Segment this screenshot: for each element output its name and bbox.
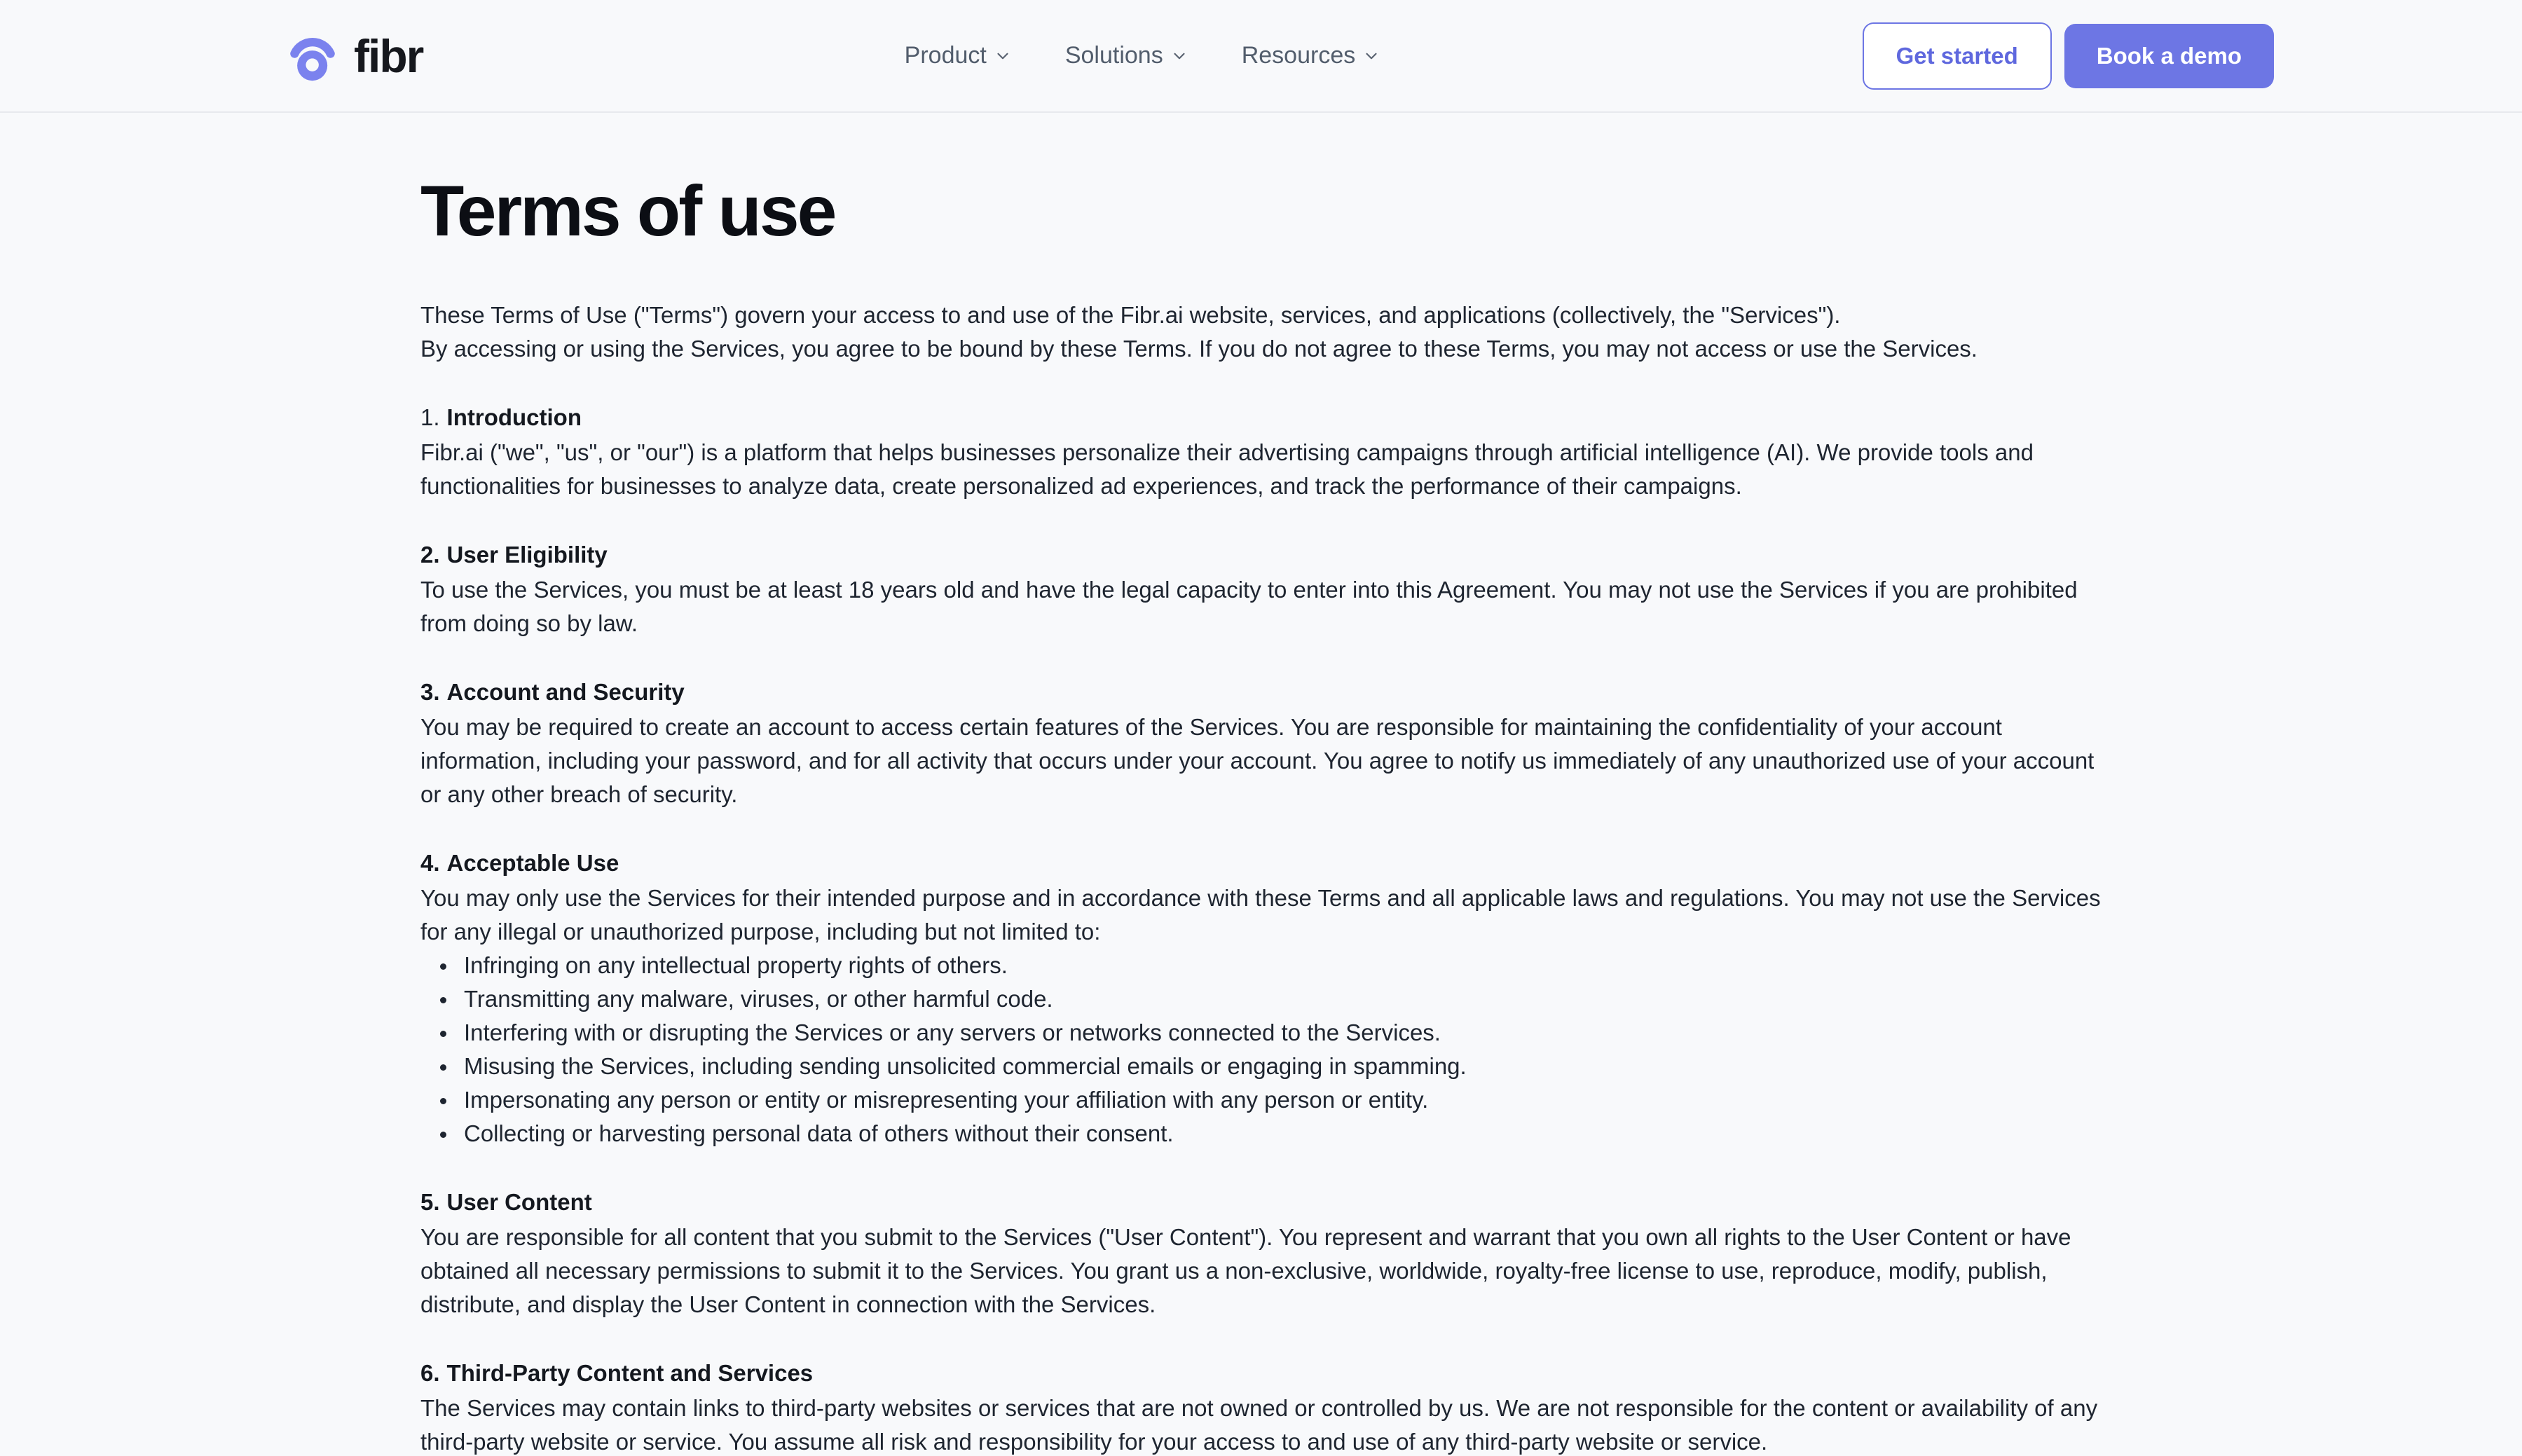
section-body: You may only use the Services for their intended purpose and in accordance with these Terms and all applicable laws and regulations. You may not use the Services for any illegal or unauthorized purpose, including but not limited to:	[420, 885, 2101, 945]
brand-name: fibr	[354, 29, 423, 82]
acceptable-use-list	[420, 949, 2105, 1151]
intro-line-1: These Terms of Use ("Terms") govern your access to and use of the Fibr.ai website, services, and applications (collectively, the "Services").	[420, 302, 1841, 328]
intro-paragraph	[420, 298, 2105, 366]
section-number: 5.	[420, 1189, 440, 1215]
site-header	[0, 0, 2522, 113]
nav-item-label: Resources	[1241, 42, 1356, 69]
section-title: Third-Party Content and Services	[446, 1360, 814, 1386]
bullet-item: Transmitting any malware, viruses, or other harmful code.	[420, 982, 2105, 1016]
section-number: 6.	[420, 1360, 440, 1386]
book-demo-button[interactable]: Book a demo	[2064, 24, 2274, 88]
section-user-content	[420, 1186, 2105, 1321]
section-body: Fibr.ai ("we", "us", or "our") is a platform that helps businesses personalize their advertising campaigns through artificial intelligence (AI). We provide tools and functionalities for businesses to analyze data, create personalized ad experiences, and track the performance of their campaigns.	[420, 439, 2034, 499]
section-user-eligibility	[420, 538, 2105, 640]
get-started-button[interactable]: Get started	[1863, 22, 2052, 90]
section-introduction	[420, 401, 2105, 503]
section-heading	[420, 1357, 2105, 1390]
page-title: Terms of use	[420, 171, 835, 251]
section-number: 4.	[420, 850, 440, 876]
section-title: User Eligibility	[446, 542, 608, 568]
chevron-down-icon	[994, 47, 1012, 65]
section-title: Account and Security	[446, 679, 685, 705]
chevron-down-icon	[1170, 47, 1188, 65]
nav-item-solutions[interactable]	[1065, 42, 1188, 69]
bullet-item: Infringing on any intellectual property rights of others.	[420, 949, 2105, 982]
nav-item-product[interactable]	[905, 42, 1012, 69]
section-heading	[420, 1186, 2105, 1219]
main-nav	[905, 42, 1381, 69]
section-body: To use the Services, you must be at least 18 years old and have the legal capacity to enter into this Agreement. You may not use the Services if you are prohibited from doing so by law.	[420, 577, 2078, 636]
terms-content	[420, 113, 2105, 1456]
bullet-item: Interfering with or disrupting the Services or any servers or networks connected to the Services.	[420, 1016, 2105, 1050]
section-number: 1.	[420, 404, 440, 430]
nav-item-resources[interactable]	[1242, 42, 1381, 69]
section-title: Introduction	[446, 404, 582, 430]
section-acceptable-use	[420, 846, 2105, 1151]
section-title: User Content	[446, 1189, 592, 1215]
bullet-item: Misusing the Services, including sending unsolicited commercial emails or engaging in spamming.	[420, 1050, 2105, 1083]
section-heading	[420, 401, 2105, 434]
bullet-item: Impersonating any person or entity or misrepresenting your affiliation with any person or entity.	[420, 1083, 2105, 1117]
section-heading	[420, 675, 2105, 709]
section-title: Acceptable Use	[446, 850, 619, 876]
section-body: You are responsible for all content that you submit to the Services ("User Content"). You represent and warrant that you own all rights to the User Content or have obtained all necessary permissions to submit it to the Services. You grant us a non-exclusive, worldwide, royalty-free license to use, reproduce, modify, publish, distribute, and display the User Content in connection with the Services.	[420, 1224, 2071, 1317]
section-body: You may be required to create an account to access certain features of the Services. You are responsible for maintaining the confidentiality of your account information, including your password, and for all activity that occurs under your account. You agree to notify us immediately of any unauthorized use of your account or any other breach of security.	[420, 714, 2095, 807]
section-heading	[420, 846, 2105, 880]
section-account-security	[420, 675, 2105, 811]
section-number: 3.	[420, 679, 440, 705]
section-heading	[420, 538, 2105, 572]
intro-line-2: By accessing or using the Services, you agree to be bound by these Terms. If you do not agree to these Terms, you may not access or use the Services.	[420, 336, 1978, 362]
nav-item-label: Solutions	[1064, 42, 1163, 69]
brand-logo[interactable]	[284, 27, 423, 85]
header-actions	[1863, 22, 2274, 90]
section-third-party	[420, 1357, 2105, 1456]
fibr-logo-icon	[284, 27, 341, 85]
chevron-down-icon	[1362, 47, 1380, 65]
bullet-item: Collecting or harvesting personal data of others without their consent.	[420, 1117, 2105, 1151]
section-body: The Services may contain links to third-party websites or services that are not owned or controlled by us. We are not responsible for the content or availability of any third-party website or service. You assume all risk and responsibility for your access to and use of any third-party website or service.	[420, 1395, 2098, 1455]
nav-item-label: Product	[904, 42, 987, 69]
section-number: 2.	[420, 542, 440, 568]
